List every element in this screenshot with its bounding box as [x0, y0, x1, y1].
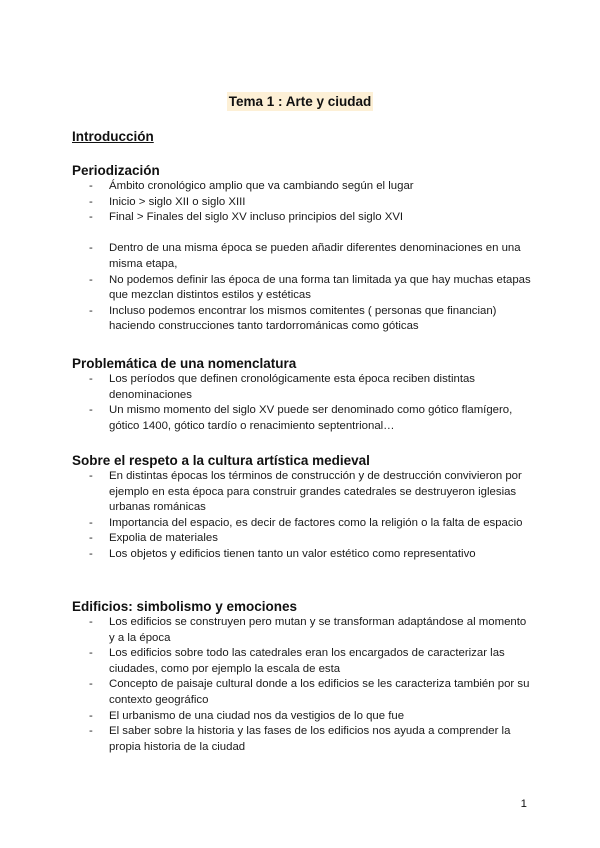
- section-heading: Sobre el respeto a la cultura artística medieval: [72, 453, 370, 468]
- section-periodizacion: [72, 162, 532, 335]
- section-heading: Edificios: simbolismo y emociones: [72, 599, 298, 614]
- list-item: - Un mismo momento del siglo XV puede ser denominado como gótico flamígero, gótico 1400, gótico tardío o renacimiento septentrional…: [72, 403, 532, 434]
- list-item: - Concepto de paisaje cultural donde a los edificios se les caracteriza también por su contexto geográfico: [72, 677, 532, 708]
- section-problematica: [72, 355, 532, 434]
- bullet-list: [72, 372, 532, 434]
- list-item: - El saber sobre la historia y las fases de los edificios nos ayuda a comprender la propia historia de la ciudad: [72, 724, 532, 755]
- section-respeto: [72, 452, 532, 563]
- section-heading: Periodización: [72, 163, 160, 178]
- list-item: - Inicio > siglo XII o siglo XIII: [72, 195, 532, 211]
- list-item: - Los objetos y edificios tienen tanto un valor estético como representativo: [72, 547, 532, 563]
- section-edificios: [72, 598, 532, 755]
- list-item: - Los períodos que definen cronológicamente esta época reciben distintas denominaciones: [72, 372, 532, 403]
- title-wrap: [0, 92, 600, 111]
- bullet-list: [72, 179, 532, 335]
- list-item: - Expolia de materiales: [72, 531, 532, 547]
- bullet-list: [72, 615, 532, 755]
- page-number: 1: [520, 798, 527, 810]
- list-item: - Final > Finales del siglo XV incluso principios del siglo XVI: [72, 210, 532, 226]
- list-item: - Ámbito cronológico amplio que va cambiando según el lugar: [72, 179, 532, 195]
- intro-heading: Introducción: [72, 129, 154, 144]
- document-title: Tema 1 : Arte y ciudad: [228, 94, 372, 109]
- list-item: - No podemos definir las época de una forma tan limitada ya que hay muchas etapas que mezclan distintos estilos y estéticas: [72, 273, 532, 304]
- section-heading: Problemática de una nomenclatura: [72, 356, 297, 371]
- list-item: - Los edificios sobre todo las catedrales eran los encargados de caracterizar las ciudades, como por ejemplo la escala de esta: [72, 646, 532, 677]
- bullet-list: [72, 469, 532, 563]
- list-item: - En distintas épocas los términos de construcción y de destrucción convivieron por ejemplo en esta época para construir grandes catedrales se destruyeron iglesias urbanas románicas: [72, 469, 532, 516]
- list-item: - Importancia del espacio, es decir de factores como la religión o la falta de espacio: [72, 516, 532, 532]
- list-item: - El urbanismo de una ciudad nos da vestigios de lo que fue: [72, 709, 532, 725]
- list-item: - Los edificios se construyen pero mutan y se transforman adaptándose al momento y a la época: [72, 615, 532, 646]
- list-item: - Incluso podemos encontrar los mismos comitentes ( personas que financian) haciendo construcciones tanto tardorrománicas como góticas: [72, 304, 532, 335]
- list-item: - Dentro de una misma época se pueden añadir diferentes denominaciones en una misma etapa,: [72, 241, 532, 272]
